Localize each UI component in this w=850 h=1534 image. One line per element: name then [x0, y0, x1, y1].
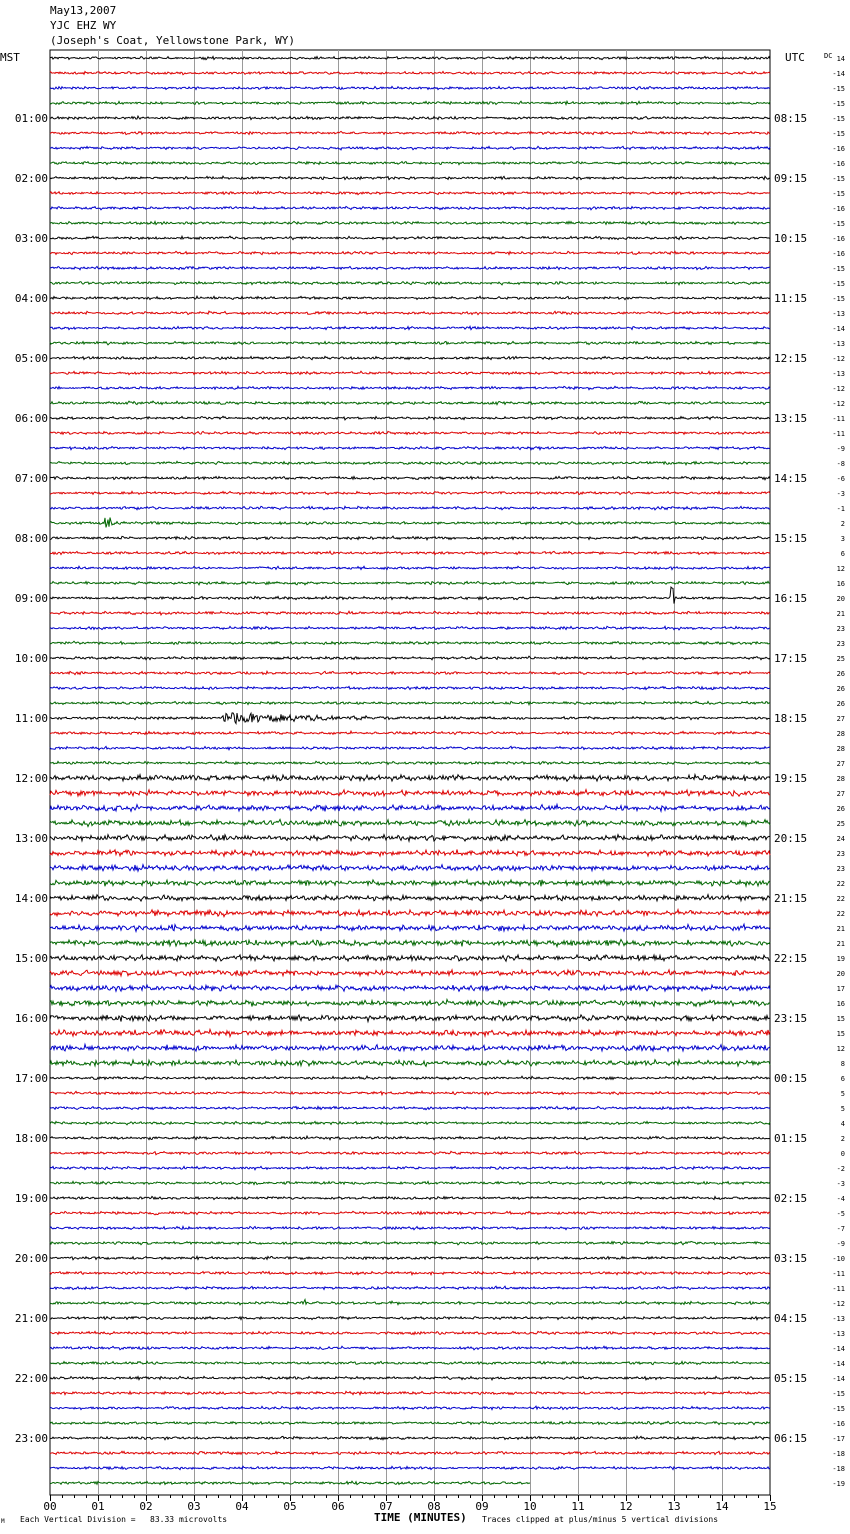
- left-hour-label: 15:00: [14, 952, 48, 965]
- left-hour-label: 03:00: [14, 232, 48, 245]
- dc-offset-label: 8: [840, 1060, 845, 1068]
- dc-offset-label: -12: [832, 355, 845, 363]
- trace-row: [50, 206, 770, 209]
- trace-row: [50, 191, 770, 194]
- dc-offset-label: 24: [836, 835, 845, 843]
- dc-offset-label: 2: [840, 1135, 845, 1143]
- dc-offset-label: -2: [836, 1165, 845, 1173]
- trace-row: [50, 1361, 770, 1364]
- right-hour-label: 04:15: [774, 1312, 808, 1325]
- dc-offset-label: 6: [840, 550, 845, 558]
- dc-offset-label: 22: [836, 895, 845, 903]
- plot-frame: [50, 50, 770, 1495]
- trace-row: [50, 251, 770, 254]
- dc-offset-label: -16: [832, 1420, 845, 1428]
- right-hour-label: 02:15: [774, 1192, 808, 1205]
- trace-row: [50, 1241, 770, 1244]
- right-hour-label: 01:15: [774, 1132, 808, 1145]
- trace-row: [50, 880, 770, 887]
- dc-offset-label: -16: [832, 160, 845, 168]
- x-tick-label: 10: [523, 1500, 537, 1513]
- dc-offset-label: -15: [832, 130, 845, 138]
- dc-offset-label: -5: [836, 1210, 845, 1218]
- trace-row: [50, 281, 770, 284]
- trace-row: [50, 999, 770, 1006]
- trace-row: [50, 1406, 770, 1409]
- trace-row: [50, 266, 770, 269]
- trace-row: [50, 1286, 770, 1289]
- trace-row: [50, 1226, 770, 1229]
- right-hour-label: 08:15: [774, 112, 808, 125]
- dc-offset-label: -8: [836, 460, 845, 468]
- dc-offset-label: -16: [832, 250, 845, 258]
- trace-layer: [50, 56, 770, 1484]
- trace-row: [50, 656, 770, 660]
- trace-row: [50, 1044, 770, 1051]
- trace-row: [50, 790, 770, 797]
- dc-offset-label: -18: [832, 1465, 845, 1473]
- dc-offset-label: 12: [836, 565, 845, 573]
- left-hour-label: 23:00: [14, 1432, 48, 1445]
- left-hour-label: 08:00: [14, 532, 48, 545]
- dc-offset-label: 28: [836, 775, 845, 783]
- left-hour-label: 11:00: [14, 712, 48, 725]
- left-hour-label: 09:00: [14, 592, 48, 605]
- x-tick-label: 06: [331, 1500, 345, 1513]
- left-hour-label: 02:00: [14, 172, 48, 185]
- right-hour-label: 12:15: [774, 352, 808, 365]
- dc-offset-label: -19: [832, 1480, 845, 1488]
- dc-offset-label: 25: [836, 820, 845, 828]
- trace-row: [50, 924, 770, 931]
- dc-offset-label: -12: [832, 385, 845, 393]
- x-tick-label: 11: [571, 1500, 585, 1513]
- dc-label: DC: [824, 52, 833, 60]
- dc-offset-label: -15: [832, 220, 845, 228]
- trace-row: [50, 939, 770, 946]
- trace-row: [50, 1451, 770, 1454]
- trace-row: [50, 566, 770, 569]
- dc-offset-label: 22: [836, 910, 845, 918]
- dc-offset-label: 15: [836, 1030, 845, 1038]
- trace-row: [50, 849, 770, 856]
- dc-offset-label: 21: [836, 610, 845, 618]
- trace-row: [50, 686, 770, 689]
- dc-offset-label: 20: [836, 595, 845, 603]
- dc-offset-label: 0: [840, 1150, 845, 1158]
- trace-row: [50, 835, 770, 841]
- dc-offset-label: -15: [832, 295, 845, 303]
- dc-offset-label: -15: [832, 280, 845, 288]
- dc-offset-label: -13: [832, 340, 845, 348]
- dc-offset-label: -12: [832, 400, 845, 408]
- dc-offset-label: 19: [836, 955, 845, 963]
- trace-row: [50, 461, 770, 464]
- dc-offset-label: 21: [836, 925, 845, 933]
- dc-offset-label: -13: [832, 370, 845, 378]
- trace-row: [50, 386, 770, 389]
- trace-row: [50, 1029, 770, 1036]
- x-tick-label: 12: [619, 1500, 633, 1513]
- trace-row: [50, 1121, 770, 1124]
- dc-offset-label: -9: [836, 1240, 845, 1248]
- dc-offset-label: 26: [836, 670, 845, 678]
- left-hour-label: 13:00: [14, 832, 48, 845]
- dc-offset-label: 17: [836, 985, 845, 993]
- trace-row: [50, 641, 770, 644]
- right-hour-label: 13:15: [774, 412, 808, 425]
- corner-mark: M: [1, 1518, 5, 1525]
- trace-row: [50, 1211, 770, 1215]
- dc-offset-label: -3: [836, 1180, 845, 1188]
- x-tick-label: 01: [91, 1500, 105, 1513]
- dc-offset-label: 12: [836, 1045, 845, 1053]
- label-layer: [0, 51, 845, 1513]
- trace-row: [50, 805, 770, 812]
- trace-row: [50, 1166, 770, 1169]
- trace-row: [50, 296, 770, 299]
- dc-offset-label: -10: [832, 1255, 845, 1263]
- trace-row: [50, 731, 770, 734]
- dc-offset-label: -18: [832, 1450, 845, 1458]
- dc-offset-label: -16: [832, 205, 845, 213]
- trace-row: [50, 176, 770, 179]
- dc-offset-label: -14: [832, 1345, 845, 1353]
- trace-row: [50, 447, 770, 450]
- dc-offset-label: 5: [840, 1090, 845, 1098]
- left-hour-label: 22:00: [14, 1372, 48, 1385]
- x-tick-label: 08: [427, 1500, 441, 1513]
- right-hour-label: 21:15: [774, 892, 808, 905]
- left-hour-label: 21:00: [14, 1312, 48, 1325]
- scale-note: Each Vertical Division = 83.33 microvolts: [20, 1515, 228, 1524]
- dc-offset-label: 2: [840, 520, 845, 528]
- trace-row: [50, 431, 770, 434]
- left-hour-label: 05:00: [14, 352, 48, 365]
- right-hour-label: 15:15: [774, 532, 808, 545]
- trace-row: [50, 1136, 770, 1140]
- trace-row: [50, 491, 770, 494]
- left-hour-label: 06:00: [14, 412, 48, 425]
- trace-row: [50, 910, 770, 917]
- dc-offset-label: -11: [832, 1270, 845, 1278]
- trace-row: [50, 1346, 770, 1350]
- trace-row: [50, 587, 770, 603]
- trace-row: [50, 1271, 770, 1274]
- dc-offset-label: -14: [832, 1360, 845, 1368]
- right-axis-unit: UTC: [785, 51, 805, 64]
- right-hour-label: 03:15: [774, 1252, 808, 1265]
- dc-offset-label: -15: [832, 265, 845, 273]
- dc-offset-label: 21: [836, 940, 845, 948]
- right-hour-label: 11:15: [774, 292, 808, 305]
- trace-row: [50, 865, 770, 871]
- trace-row: [50, 506, 770, 510]
- dc-offset-label: -16: [832, 145, 845, 153]
- dc-offset-label: -6: [836, 475, 845, 483]
- x-tick-label: 02: [139, 1500, 153, 1513]
- title-location: (Joseph's Coat, Yellowstone Park, WY): [50, 34, 296, 47]
- right-hour-label: 06:15: [774, 1432, 808, 1445]
- dc-offset-label: -13: [832, 1315, 845, 1323]
- right-hour-label: 16:15: [774, 592, 808, 605]
- dc-offset-label: -13: [832, 310, 845, 318]
- trace-row: [50, 1151, 770, 1154]
- trace-row: [50, 819, 770, 826]
- right-hour-label: 23:15: [774, 1012, 808, 1025]
- dc-offset-label: -11: [832, 430, 845, 438]
- trace-row: [50, 131, 770, 134]
- left-hour-label: 18:00: [14, 1132, 48, 1145]
- dc-offset-label: 27: [836, 790, 845, 798]
- dc-offset-label: 22: [836, 880, 845, 888]
- dc-offset-label: -15: [832, 1390, 845, 1398]
- dc-offset-label: -15: [832, 115, 845, 123]
- dc-offset-label: -7: [836, 1225, 845, 1233]
- dc-offset-label: -3: [836, 490, 845, 498]
- dc-offset-label: 27: [836, 760, 845, 768]
- trace-row: [50, 1015, 770, 1022]
- trace-row: [50, 371, 770, 374]
- dc-offset-label: -15: [832, 190, 845, 198]
- left-hour-label: 12:00: [14, 772, 48, 785]
- right-hour-label: 14:15: [774, 472, 808, 485]
- dc-offset-label: 20: [836, 970, 845, 978]
- x-tick-label: 03: [187, 1500, 201, 1513]
- dc-offset-label: 16: [836, 580, 845, 588]
- left-hour-label: 07:00: [14, 472, 48, 485]
- right-hour-label: 18:15: [774, 712, 808, 725]
- trace-row: [50, 536, 770, 540]
- trace-row: [50, 1376, 770, 1379]
- trace-row: [50, 626, 770, 629]
- trace-row: [50, 955, 770, 961]
- trace-row: [50, 895, 770, 901]
- trace-row: [50, 1076, 770, 1080]
- dc-offset-label: 16: [836, 1000, 845, 1008]
- x-tick-label: 15: [763, 1500, 777, 1513]
- left-hour-label: 04:00: [14, 292, 48, 305]
- dc-offset-label: 26: [836, 805, 845, 813]
- trace-row: [50, 1466, 770, 1469]
- dc-offset-label: -1: [836, 505, 845, 513]
- trace-row: [50, 701, 770, 704]
- trace-row: [50, 101, 770, 104]
- left-hour-label: 20:00: [14, 1252, 48, 1265]
- left-hour-label: 01:00: [14, 112, 48, 125]
- right-hour-label: 19:15: [774, 772, 808, 785]
- trace-row: [50, 71, 770, 74]
- trace-row: [50, 1331, 770, 1334]
- x-tick-label: 04: [235, 1500, 249, 1513]
- trace-row: [50, 326, 770, 329]
- dc-offset-label: -14: [832, 325, 845, 333]
- trace-row: [50, 476, 770, 479]
- right-hour-label: 05:15: [774, 1372, 808, 1385]
- trace-row: [50, 356, 770, 359]
- dc-offset-label: 23: [836, 625, 845, 633]
- trace-row: [50, 1317, 770, 1320]
- right-hour-label: 10:15: [774, 232, 808, 245]
- right-hour-label: 17:15: [774, 652, 808, 665]
- trace-row: [50, 416, 770, 420]
- dc-offset-label: 23: [836, 850, 845, 858]
- trace-row: [50, 985, 770, 992]
- trace-row: [50, 775, 770, 782]
- dc-offset-label: -16: [832, 235, 845, 243]
- dc-offset-label: -9: [836, 445, 845, 453]
- trace-row: [50, 1196, 770, 1199]
- x-tick-label: 05: [283, 1500, 297, 1513]
- trace-row: [50, 221, 770, 224]
- dc-offset-label: 15: [836, 1015, 845, 1023]
- trace-row: [50, 311, 770, 314]
- trace-row: [50, 56, 770, 59]
- trace-row: [50, 236, 770, 239]
- trace-row: [50, 761, 770, 765]
- left-hour-label: 10:00: [14, 652, 48, 665]
- left-hour-label: 14:00: [14, 892, 48, 905]
- trace-row: [50, 518, 770, 528]
- x-tick-label: 00: [43, 1500, 57, 1513]
- left-axis-unit: MST: [0, 51, 20, 64]
- dc-offset-label: -15: [832, 1405, 845, 1413]
- trace-row: [50, 401, 770, 405]
- x-tick-label: 14: [715, 1500, 729, 1513]
- x-tick-label: 09: [475, 1500, 489, 1513]
- dc-offset-label: -14: [832, 1375, 845, 1383]
- trace-row: [50, 1421, 770, 1424]
- dc-offset-label: 26: [836, 685, 845, 693]
- trace-row: [50, 581, 770, 584]
- x-axis-title: TIME (MINUTES): [374, 1511, 467, 1524]
- dc-offset-label: 27: [836, 715, 845, 723]
- trace-row: [50, 1256, 770, 1259]
- dc-offset-label: 14: [836, 55, 845, 63]
- dc-offset-label: -12: [832, 1300, 845, 1308]
- right-hour-label: 20:15: [774, 832, 808, 845]
- x-tick-label: 13: [667, 1500, 681, 1513]
- trace-row: [50, 1106, 770, 1109]
- dc-offset-label: -4: [836, 1195, 845, 1203]
- dc-offset-label: -15: [832, 175, 845, 183]
- trace-row: [50, 551, 770, 554]
- dc-offset-label: 23: [836, 640, 845, 648]
- dc-offset-label: 28: [836, 745, 845, 753]
- dc-offset-label: -15: [832, 100, 845, 108]
- dc-offset-label: -15: [832, 85, 845, 93]
- trace-row: [50, 1091, 770, 1095]
- dc-offset-label: 23: [836, 865, 845, 873]
- trace-row: [50, 1300, 770, 1305]
- title-station: YJC EHZ WY: [50, 19, 117, 32]
- trace-row: [50, 1436, 770, 1439]
- dc-offset-label: -11: [832, 1285, 845, 1293]
- x-tick-label: 07: [379, 1500, 393, 1513]
- right-hour-label: 00:15: [774, 1072, 808, 1085]
- trace-row: [50, 746, 770, 749]
- trace-row: [50, 341, 770, 344]
- left-hour-label: 17:00: [14, 1072, 48, 1085]
- trace-row: [50, 116, 770, 119]
- dc-offset-label: 26: [836, 700, 845, 708]
- trace-row: [50, 146, 770, 150]
- trace-row: [50, 1060, 770, 1067]
- right-hour-label: 22:15: [774, 952, 808, 965]
- trace-row: [50, 713, 770, 724]
- trace-row: [50, 162, 770, 165]
- trace-row: [50, 1391, 770, 1394]
- dc-offset-label: -13: [832, 1330, 845, 1338]
- right-hour-label: 09:15: [774, 172, 808, 185]
- dc-offset-label: -14: [832, 70, 845, 78]
- dc-offset-label: 28: [836, 730, 845, 738]
- dc-offset-label: 3: [840, 535, 845, 543]
- trace-row: [50, 86, 770, 89]
- trace-row: [50, 671, 770, 674]
- dc-offset-label: 4: [840, 1120, 845, 1128]
- dc-offset-label: 6: [840, 1075, 845, 1083]
- title-date: May13,2007: [50, 4, 117, 17]
- dc-offset-label: 25: [836, 655, 845, 663]
- dc-offset-label: 5: [840, 1105, 845, 1113]
- dc-offset-label: -11: [832, 415, 845, 423]
- clip-note: Traces clipped at plus/minus 5 vertical divisions: [482, 1515, 719, 1524]
- left-hour-label: 16:00: [14, 1012, 48, 1025]
- trace-row: [50, 1181, 770, 1184]
- left-hour-label: 19:00: [14, 1192, 48, 1205]
- dc-offset-label: -17: [832, 1435, 845, 1443]
- trace-row: [50, 611, 770, 615]
- trace-row: [50, 970, 770, 976]
